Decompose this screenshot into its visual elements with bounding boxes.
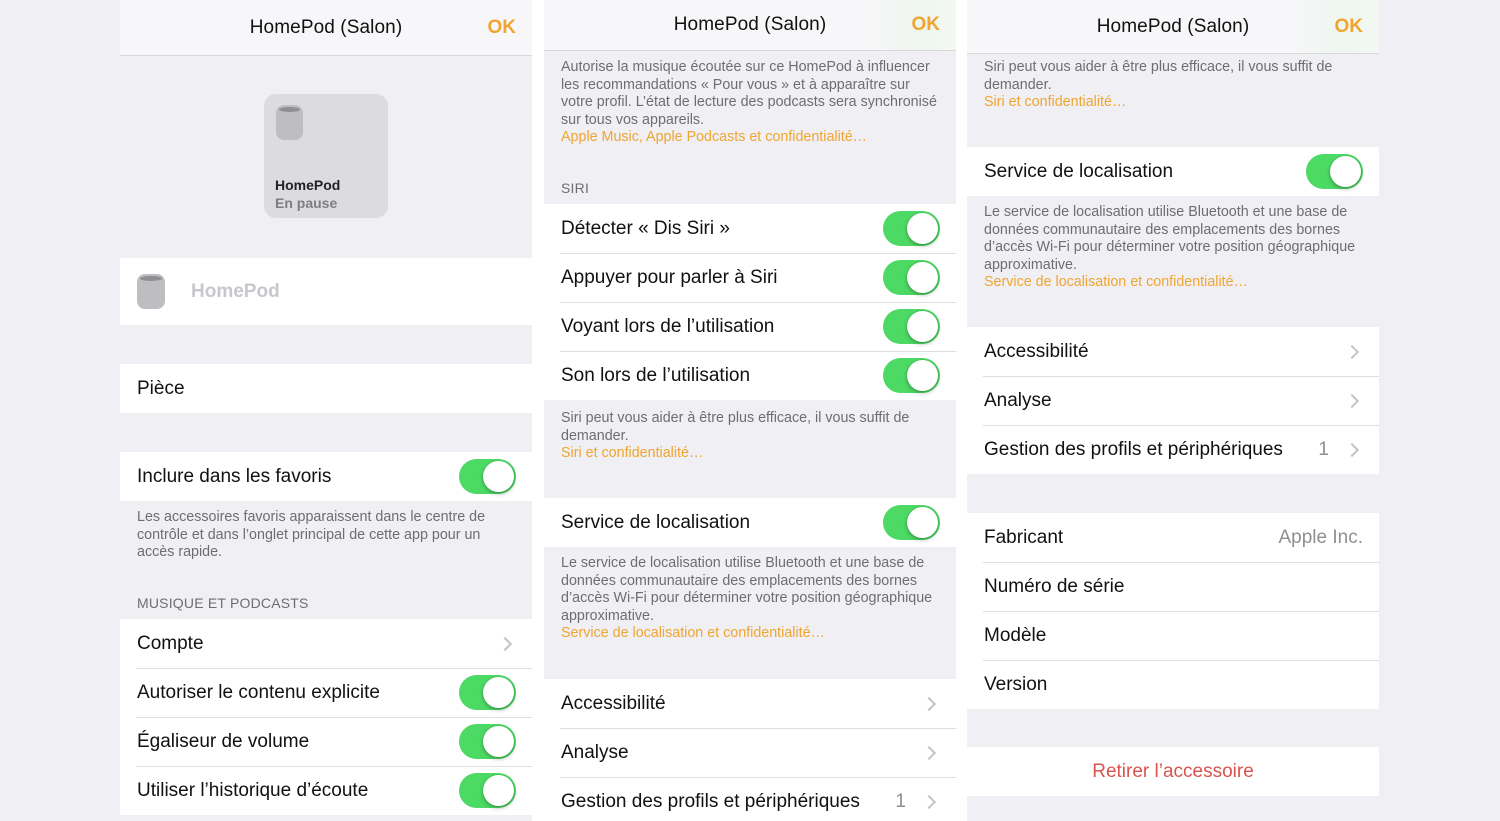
listening-history-label: Utiliser l’historique d’écoute [137,779,369,801]
siri-footer-text: Siri peut vous aider à être plus efficace, il vous suffit de demander. [561,410,910,444]
navigation-group [967,327,1379,474]
listening-history-toggle[interactable] [459,773,516,808]
favorites-label: Inclure dans les favoris [137,465,332,487]
explicit-content-toggle[interactable] [459,675,516,710]
siri-sound-label: Son lors de l’utilisation [561,364,751,386]
explicit-content-row [120,668,532,717]
homepod-icon [276,105,303,140]
analytics-label: Analyse [984,389,1052,411]
info-group [967,513,1379,709]
location-privacy-link[interactable]: Service de localisation et confidentialité… [561,625,825,642]
favorites-toggle[interactable] [459,459,516,494]
accessory-tile[interactable] [264,94,388,218]
siri-section-header: SIRI [561,180,590,196]
location-footer-text: Le service de localisation utilise Bluetooth et une base de données communautaire des emplacements des bornes d’accès Wi-Fi pour déterminer votre position géographique approximative. [561,555,933,624]
siri-footer-text: Siri peut vous aider à être plus efficace, il vous suffit de demander. [984,59,1333,93]
account-label: Compte [137,632,204,654]
accessibility-row[interactable] [544,679,956,728]
music-footer-text: Autorise la musique écoutée sur ce HomePod à influencer les recommandations « Pour vous » et à apparaître sur votre profil. L’état de lecture des podcasts sera synchronisé sur tous vos appareils. [561,59,937,128]
location-group [967,147,1379,196]
siri-sound-toggle[interactable] [883,358,940,393]
serial-number-row [967,562,1379,611]
settings-panel-1 [120,0,532,821]
accessory-name-row [120,258,532,325]
chevron-right-icon [922,794,936,808]
hey-siri-row [544,204,956,253]
room-group [120,364,532,413]
chevron-right-icon [498,636,512,650]
settings-panel-3 [967,0,1379,821]
location-row [967,147,1379,196]
hey-siri-label: Détecter « Dis Siri » [561,217,730,239]
navigation-bar [120,0,532,56]
location-row [544,498,956,547]
nav-title: HomePod (Salon) [249,16,403,38]
favorites-row [120,452,532,501]
remove-accessory-button[interactable] [967,747,1379,796]
volume-equalizer-toggle[interactable] [459,724,516,759]
profiles-count: 1 [895,790,906,812]
nav-title: HomePod (Salon) [1096,15,1250,37]
explicit-content-label: Autoriser le contenu explicite [137,681,380,703]
location-footer [544,547,956,643]
model-row [967,611,1379,660]
accessibility-label: Accessibilité [561,692,666,714]
profiles-count: 1 [1318,438,1329,460]
siri-privacy-link[interactable]: Siri et confidentialité… [984,94,1127,111]
room-row[interactable] [120,364,532,413]
location-footer-text: Le service de localisation utilise Bluetooth et une base de données communautaire des emplacements des bornes d’accès Wi-Fi pour déterminer votre position géographique approximative. [984,204,1356,273]
favorites-group [120,452,532,501]
listening-history-row [120,766,532,815]
analytics-row[interactable] [967,376,1379,425]
music-section-header: MUSIQUE ET PODCASTS [137,595,309,611]
chevron-right-icon [1345,442,1359,456]
siri-light-row [544,302,956,351]
music-privacy-link[interactable]: Apple Music, Apple Podcasts et confidentialité… [561,129,867,146]
favorites-footer: Les accessoires favoris apparaissent dans le centre de contrôle et dans l’onglet principal de cette app pour un accès rapide. [137,509,486,561]
model-label: Modèle [984,624,1047,646]
version-row [967,660,1379,709]
hey-siri-toggle[interactable] [883,211,940,246]
nav-title: HomePod (Salon) [673,14,827,35]
ok-button[interactable]: OK [1334,15,1363,37]
siri-footer [967,51,1379,112]
homepod-icon [137,274,165,309]
navigation-bar [544,0,956,51]
panel-divider [532,0,544,821]
profiles-row[interactable] [544,777,956,821]
profiles-label: Gestion des profils et périphériques [984,438,1283,460]
location-label: Service de localisation [561,511,751,533]
settings-panel-2 [544,0,956,821]
siri-privacy-link[interactable]: Siri et confidentialité… [561,445,704,462]
chevron-right-icon [922,745,936,759]
ok-button[interactable]: OK [911,14,940,35]
ok-button[interactable]: OK [487,16,516,38]
serial-number-label: Numéro de série [984,575,1125,597]
siri-group [544,204,956,400]
navigation-bar [967,0,1379,54]
touch-siri-row [544,253,956,302]
chevron-right-icon [1345,344,1359,358]
volume-equalizer-label: Égaliseur de volume [137,730,310,752]
location-group [544,498,956,547]
manufacturer-label: Fabricant [984,526,1064,548]
navigation-group [544,679,956,821]
accessibility-label: Accessibilité [984,340,1089,362]
manufacturer-row [967,513,1379,562]
tile-name: HomePod [275,177,341,193]
account-row[interactable] [120,619,532,668]
room-label: Pièce [137,377,185,399]
profiles-label: Gestion des profils et périphériques [561,790,860,812]
touch-siri-toggle[interactable] [883,260,940,295]
music-group [120,619,532,815]
siri-sound-row [544,351,956,400]
accessibility-row[interactable] [967,327,1379,376]
siri-footer [544,402,956,463]
location-label: Service de localisation [984,160,1174,182]
panel-divider [955,0,967,821]
location-toggle[interactable] [883,505,940,540]
siri-light-label: Voyant lors de l’utilisation [561,315,775,337]
chevron-right-icon [922,696,936,710]
location-privacy-link[interactable]: Service de localisation et confidentialité… [984,274,1248,291]
touch-siri-label: Appuyer pour parler à Siri [561,266,778,288]
remove-group [967,747,1379,796]
volume-equalizer-row [120,717,532,766]
tile-status: En pause [275,195,338,211]
chevron-right-icon [1345,393,1359,407]
accessory-name-input[interactable] [191,281,491,303]
remove-accessory-label: Retirer l’accessoire [1092,760,1254,782]
location-footer [967,196,1379,292]
siri-light-toggle[interactable] [883,309,940,344]
profiles-row[interactable] [967,425,1379,474]
location-toggle[interactable] [1306,154,1363,189]
version-label: Version [984,673,1048,695]
manufacturer-value: Apple Inc. [1278,526,1363,548]
analytics-row[interactable] [544,728,956,777]
analytics-label: Analyse [561,741,629,763]
music-footer [544,51,956,147]
